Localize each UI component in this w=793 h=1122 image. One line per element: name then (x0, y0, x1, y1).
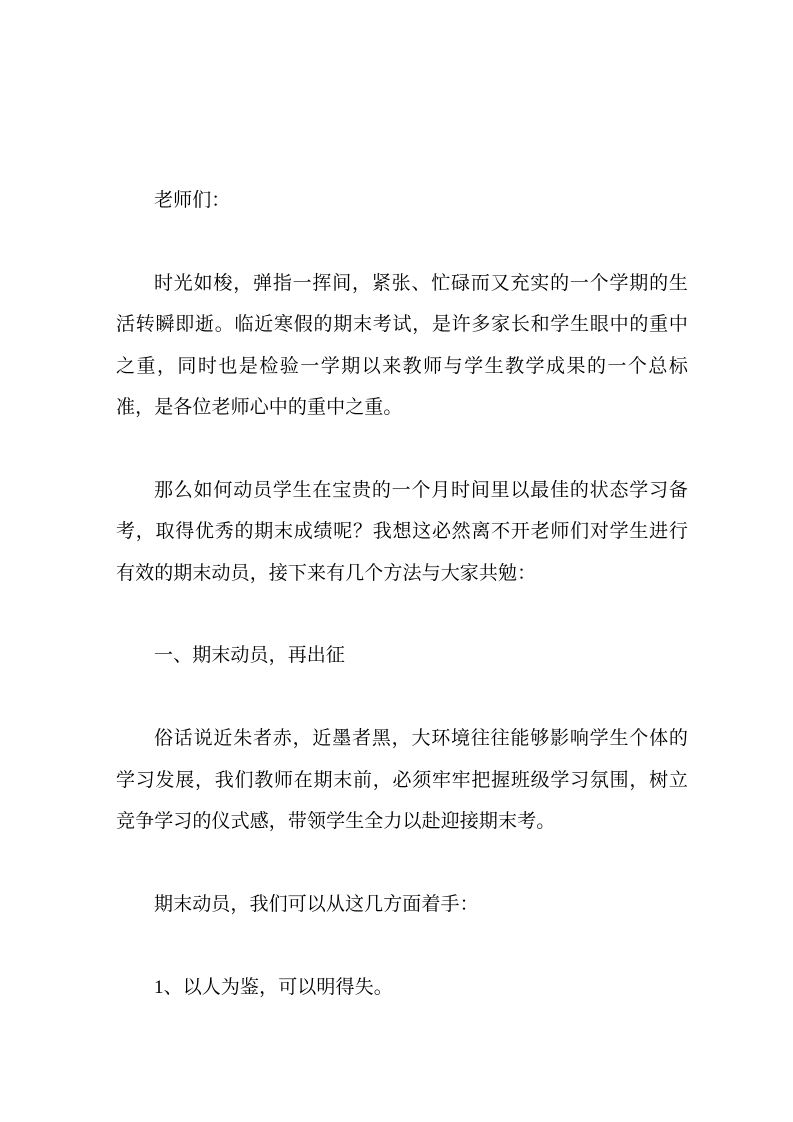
blank-line (116, 677, 688, 718)
section-heading: 一、期末动员，再出征 (154, 645, 346, 667)
blank-line (116, 428, 688, 469)
document-body (116, 180, 688, 1008)
blank-line (116, 842, 688, 883)
paragraph-question: 那么如何动员学生在宝贵的一个月时间里以最佳的状态学习备考，取得优秀的期末成绩呢？我想这必然离不开老师们对学生进行有效的期末动员，接下来有几个方法与大家共勉： (116, 479, 688, 584)
list-item-1: 1、以人为鉴，可以明得失。 (154, 976, 393, 998)
paragraph-environment: 俗话说近朱者赤，近墨者黑，大环境往往能够影响学生个体的学习发展，我们教师在期末前，必须牢牢把握班级学习氛围，树立竞争学习的仪式感，带领学生全力以赴迎接期末考。 (116, 728, 688, 833)
paragraph-intro: 时光如梭，弹指一挥间，紧张、忙碌而又充实的一个学期的生活转瞬即逝。临近寒假的期末考试，是许多家长和学生眼中的重中之重，同时也是检验一学期以来教师与学生教学成果的一个总标准，是各位老师心中的重中之重。 (116, 272, 688, 419)
paragraph-approach: 期末动员，我们可以从这几方面着手： (154, 893, 479, 915)
blank-line (116, 221, 688, 262)
salutation: 老师们： (154, 190, 231, 211)
blank-line (116, 594, 688, 635)
blank-line (116, 925, 688, 966)
